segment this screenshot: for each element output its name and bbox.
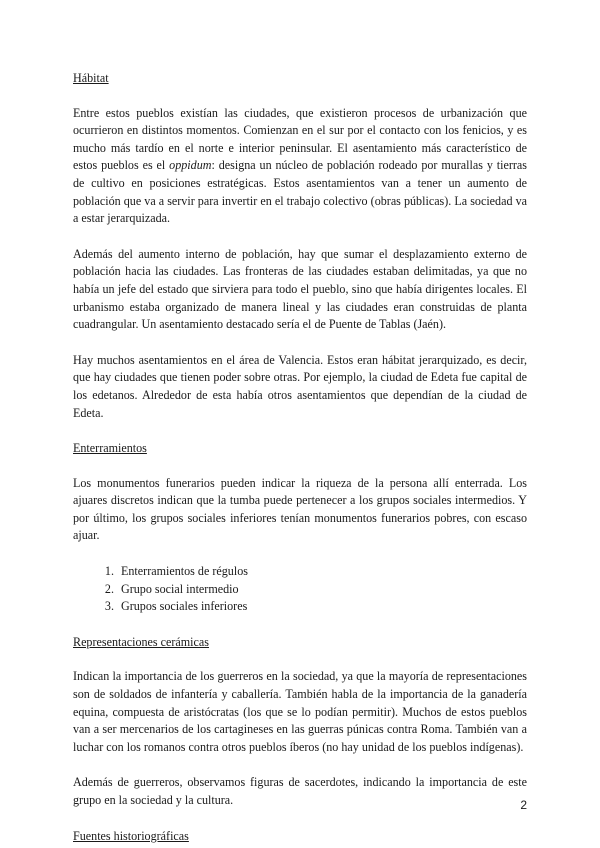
list-item: 2. Grupo social intermedio xyxy=(117,581,527,599)
section-heading-enterramientos: Enterramientos xyxy=(73,441,147,456)
section-heading-ceramicas: Representaciones cerámicas xyxy=(73,634,209,649)
section-heading-fuentes: Fuentes historiográficas xyxy=(73,828,189,843)
paragraph-habitat-3: Hay muchos asentamientos en el área de Valencia. Estos eran hábitat jerarquizado, es decir, que hay ciudades que tienen poder sobre otras. Por ejemplo, la ciudad de Edeta fue capital de los edetanos. Alrededor de esta había otros asentamientos que dependían de la ciudad de Edeta. xyxy=(73,352,527,420)
section-heading-habitat: Hábitat xyxy=(73,71,109,85)
document-page xyxy=(73,70,527,845)
page-number: 2 xyxy=(520,798,527,812)
paragraph-enterramientos-1: Los monumentos funerarios pueden indicar la riqueza de la persona allí enterrada. Los ajuares discretos indican que la tumba puede pertenecer a los grupos sociales intermedios. Y por último, los grupos sociales inferiores tenían monumentos funerarios pobres, con escaso ajuar. xyxy=(73,475,527,543)
paragraph-ceramicas-2: Además de guerreros, observamos figuras de sacerdotes, indicando la importancia de este grupo en la sociedad y la cultura. xyxy=(73,775,527,807)
term-oppidum: oppidum xyxy=(169,158,212,173)
list-item: 1. Enterramientos de régulos xyxy=(117,563,527,581)
burial-list xyxy=(73,563,527,616)
paragraph-habitat-2: Además del aumento interno de población, hay que sumar el desplazamiento externo de población hacia las ciudades. Las fronteras de las ciudades estaban delimitadas, ya que no había un jefe del estado que sirviera para todo el pueblo, sino que había dirigentes locales. El urbanismo estaba organizado de manera lineal y las ciudades eran construidas de planta cuadrangular. Un asentamiento destacado sería el de Puente de Tablas (Jaén). xyxy=(73,246,527,332)
paragraph-ceramicas-1: Indican la importancia de los guerreros en la sociedad, ya que la mayoría de representaciones son de soldados de infantería y caballería. También habla de la importancia de la ganadería equina, compuesta de aristócratas (los que se lo podían permitir). Muchos de estos pueblos van a ser mercenarios de los cartagineses en las guerras púnicas contra Roma. También van a luchar con los romanos contra otros pueblos íberos (no hay unidad de los pueblos indígenas). xyxy=(73,669,527,754)
paragraph-habitat-1: Entre estos pueblos existían las ciudades, que existieron procesos de urbanización que ocurrieron en distintos momentos. Comienzan en el sur por el contacto con los fenicios, y es mucho más tardío en el norte e interior peninsular. El asentamiento más característico de estos pueblos es el oppidum: designa un núcleo de población rodeado por murallas y tierras de cultivo en posiciones estratégicas. Estos asentamientos van a tener un aumento de población que va a servir para invertir en el trabajo colectivo (obras públicas). La sociedad va a estar jerarquizada. xyxy=(73,105,527,226)
list-item: 3. Grupos sociales inferiores xyxy=(117,598,527,616)
